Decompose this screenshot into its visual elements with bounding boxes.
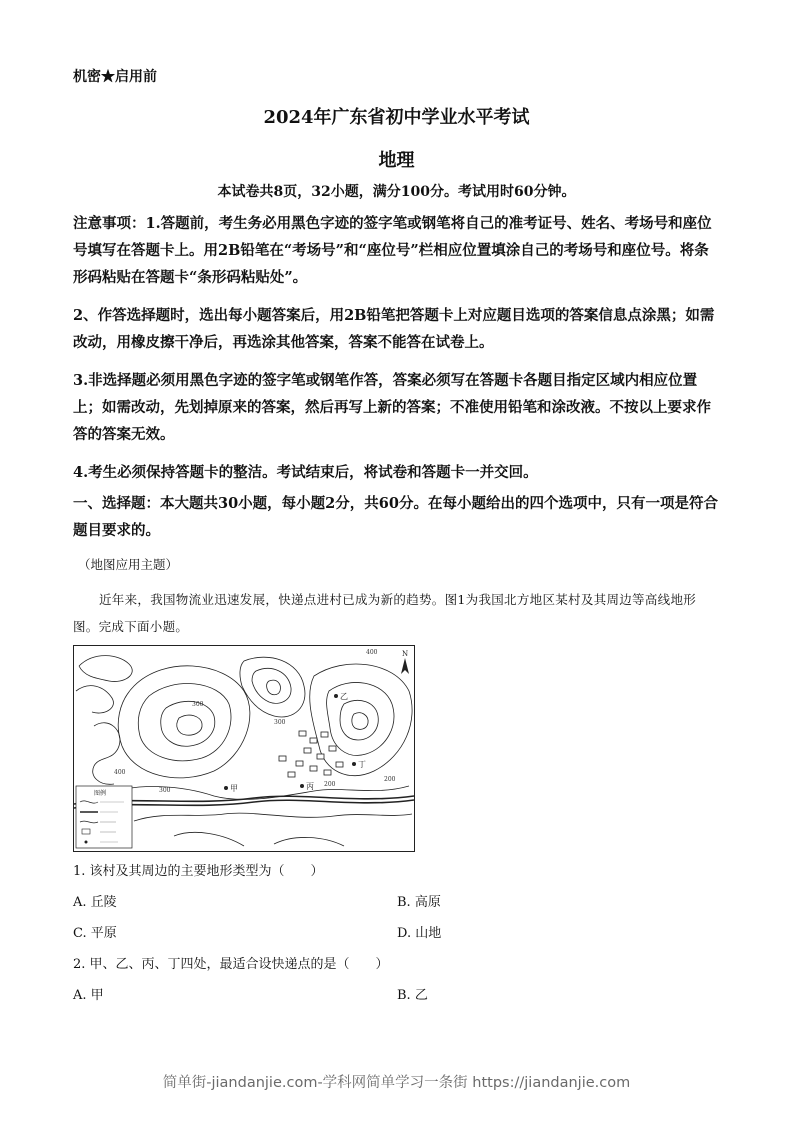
point-bing-label: 丙 xyxy=(306,782,314,791)
exam-info: 本试卷共8页，32小题，满分100分。考试用时60分钟。 xyxy=(217,184,576,200)
contour-value-label: 300 xyxy=(159,787,171,794)
theme-label: （地图应用主题） xyxy=(78,557,179,572)
section-1-heading: 一、选择题：本大题共30小题，每小题2分，共60分。在每小题给出的四个选项中，只有一项是符合题目要求的。 xyxy=(73,495,718,539)
point-yi-label: 乙 xyxy=(340,692,348,701)
notice-3: 3.非选择题必须用黑色字迹的签字笔或钢笔作答，答案必须写在答题卡各题目指定区域内相应位置上；如需改动，先划掉原来的答案，然后再写上新的答案；不准使用铅笔和涂改液。不按以上要求作答的答案无效。 xyxy=(73,372,711,443)
contour-map-figure xyxy=(74,646,414,851)
contour-value-label: 300 xyxy=(274,719,286,726)
footer-watermark: 简单街-jiandanjie.com-学科网简单学习一条街 https://jiandanjie.com xyxy=(162,1075,631,1091)
intro-paragraph: 近年来，我国物流业迅速发展，快递点进村已成为新的趋势。图1为我国北方地区某村及其周边等高线地形图。完成下面小题。 xyxy=(73,592,697,634)
contour-value-label: 300 xyxy=(192,701,204,708)
notice-1: 注意事项：1.答题前，考生务必用黑色字迹的签字笔或钢笔将自己的准考证号、姓名、考场号和座位号填写在答题卡上。用2B铅笔在“考场号”和“座位号”栏相应位置填涂自己的考场号和座位号。将条形码粘贴在答题卡“条形码粘贴处”。 xyxy=(73,215,712,286)
north-arrow-icon xyxy=(401,650,409,674)
contour-value-label: 200 xyxy=(324,781,336,788)
question-2-option-a: A. 甲 xyxy=(73,988,104,1003)
question-1-stem: 1. 该村及其周边的主要地形类型为（ ） xyxy=(73,864,324,879)
contour-value-label: 200 xyxy=(384,776,396,783)
question-1-option-d: D. 山地 xyxy=(397,926,442,941)
notice-4: 4.考生必须保持答题卡的整洁。考试结束后，将试卷和答题卡一并交回。 xyxy=(73,464,538,481)
contour-value-label: 400 xyxy=(114,769,126,776)
question-2-option-b: B. 乙 xyxy=(397,988,428,1003)
question-1-option-c: C. 平原 xyxy=(73,926,117,941)
point-ding-label: 丁 xyxy=(358,760,366,769)
secret-label: 机密★启用前 xyxy=(73,69,157,85)
question-2-stem: 2. 甲、乙、丙、丁四处，最适合设快递点的是（ ） xyxy=(73,957,389,972)
contour-map xyxy=(73,645,415,852)
contour-value-label: 400 xyxy=(366,649,378,656)
north-label: N xyxy=(402,650,409,658)
exam-title: 2024年广东省初中学业水平考试 xyxy=(263,107,530,128)
subject-title: 地理 xyxy=(378,150,415,171)
legend-title: 图例 xyxy=(94,790,107,797)
question-1-option-b: B. 高原 xyxy=(397,895,441,910)
point-jia-label: 甲 xyxy=(230,784,238,793)
map-legend xyxy=(76,786,132,848)
notice-2: 2、作答选择题时，选出每小题答案后，用2B铅笔把答题卡上对应题目选项的答案信息点涂黑；如需改动，用橡皮擦干净后，再选涂其他答案，答案不能答在试卷上。 xyxy=(73,307,715,351)
question-1-option-a: A. 丘陵 xyxy=(73,895,117,910)
